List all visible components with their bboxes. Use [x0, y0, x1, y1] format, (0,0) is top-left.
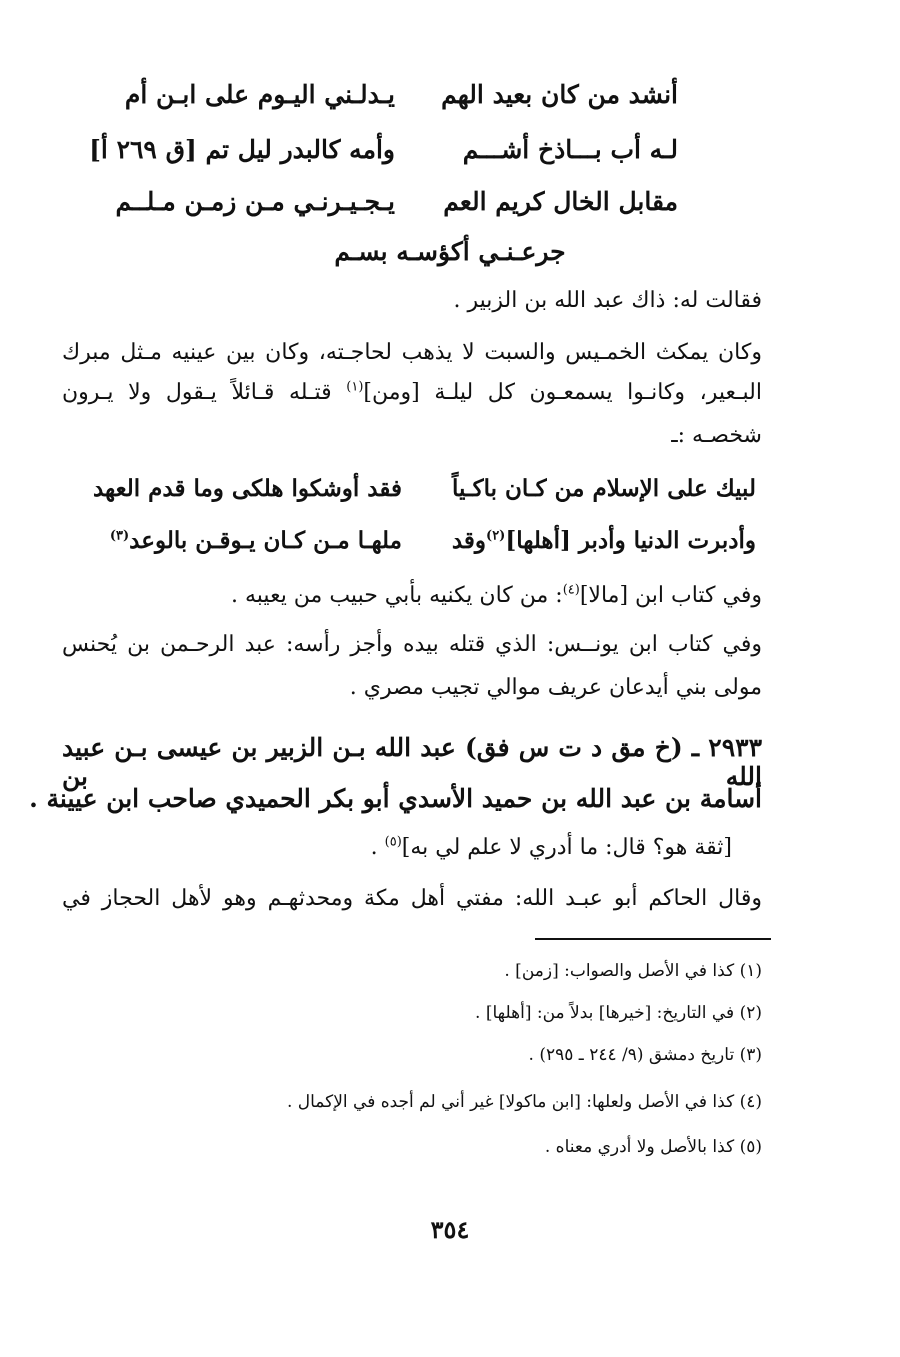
poem2-line2-first-b: وقد	[451, 527, 487, 554]
poem2-line1-second: فقد أوشكوا هلكى وما قدم العهد	[92, 475, 402, 502]
footnote-3: (٣) تاريخ دمشق (٩/ ٢٤٤ ـ ٢٩٥) .	[528, 1045, 762, 1065]
para2-line1: وكان يمكث الخمـيس والسبت لا يذهب لحاجـته، وكان بين عينيه مـثل مبرك	[62, 340, 762, 365]
poem1-line3-second: يـجـيـرنـي مـن زمـن مـلــم	[115, 187, 395, 216]
poem2-line2-first-a: وأدبرت الدنيا وأدبر [أهلها]	[505, 527, 756, 554]
poem1-line2-first: لـه أب بـــاذخ أشـــم	[462, 135, 678, 164]
footnote-ref-5: (٥)	[384, 834, 402, 850]
footnote-2: (٢) في التاريخ: [خيرها] بدلاً من: [أهلها] .	[475, 1003, 762, 1023]
poem1-line1-first: أنشد من كان بعيد الهم	[441, 80, 678, 109]
footnote-5: (٥) كذا بالأصل ولا أدري معناه .	[544, 1137, 762, 1157]
poem2-line1-first: لبيك على الإسلام من كـان باكـياً	[451, 475, 756, 502]
para2-line2a: البـعير، وكانـوا يسمعـون كل ليلـة [ومن]	[363, 380, 763, 405]
entry-line4: وقال الحاكم أبو عبـد الله: مفتي أهل مكة ومحدثهـم وهو لأهل الحجاز في	[62, 886, 762, 911]
footnote-ref-4: (٤)	[562, 582, 580, 598]
entry-heading-line2: أسامة بن عبد الله بن حميد الأسدي أبو بكر الحميدي صاحب ابن عيينة .	[29, 784, 762, 813]
entry-line3a: [ثقة هو؟ قال: ما أدري لا علم لي به]	[401, 835, 732, 860]
footnote-ref-2: (٢)	[486, 528, 506, 544]
poem1-line3-first: مقابل الخال كريم العم	[443, 187, 678, 216]
footnote-separator	[535, 938, 771, 940]
para2-line2b: قتـله قـائلاً يـقول ولا يـرون	[62, 380, 347, 405]
poem2-line2-second-text: ملهـا مـن كـان يـوقـن بالوعد	[129, 527, 402, 554]
para2-line3: شخصـه :ـ	[671, 423, 762, 448]
poem2-line2-first	[452, 527, 756, 554]
footnote-ref-1: (١)	[346, 379, 364, 395]
para1: فقالت له: ذاك عبد الله بن الزبير .	[453, 288, 762, 313]
entry-heading-line1: ٢٩٣٣ ـ (خ مق د ت س فق) عبد الله بـن الزبير بن عيسى بـن عبيد الله بن	[62, 733, 762, 791]
para4-line2: مولى بني أيدعان عريف موالي تجيب مصري .	[349, 675, 762, 700]
footnote-ref-3: (٣)	[109, 528, 130, 544]
para4-line1: وفي كتاب ابن يونــس: الذي قتله بيده وأجز رأسه: عبد الرحـمن بن يُحنس	[62, 632, 762, 657]
entry-line3b: .	[370, 835, 385, 860]
para3-b: : من كان يكنيه بأبي حبيب من يعيبه .	[231, 583, 563, 608]
poem2-line2-second	[110, 527, 402, 554]
para2-line2	[62, 380, 762, 405]
poem1-line4: جرعـنـي أكؤسـه بسـم	[334, 237, 566, 266]
footnote-4: (٤) كذا في الأصل ولعلها: [ابن ماكولا] غير أني لم أجده في الإكمال .	[286, 1092, 762, 1112]
page-number: ٣٥٤	[430, 1215, 470, 1244]
poem1-line2-second: وأمه كالبدر ليل تم [ق ٢٦٩ أ]	[89, 135, 395, 164]
poem1-line1-second: يـدلـني اليـوم على ابـن أم	[124, 80, 395, 109]
para3	[62, 583, 762, 608]
footnote-1: (١) كذا في الأصل والصواب: [زمن] .	[504, 961, 762, 981]
para3-a: وفي كتاب ابن [مالا]	[579, 583, 762, 608]
entry-line3	[132, 835, 732, 860]
